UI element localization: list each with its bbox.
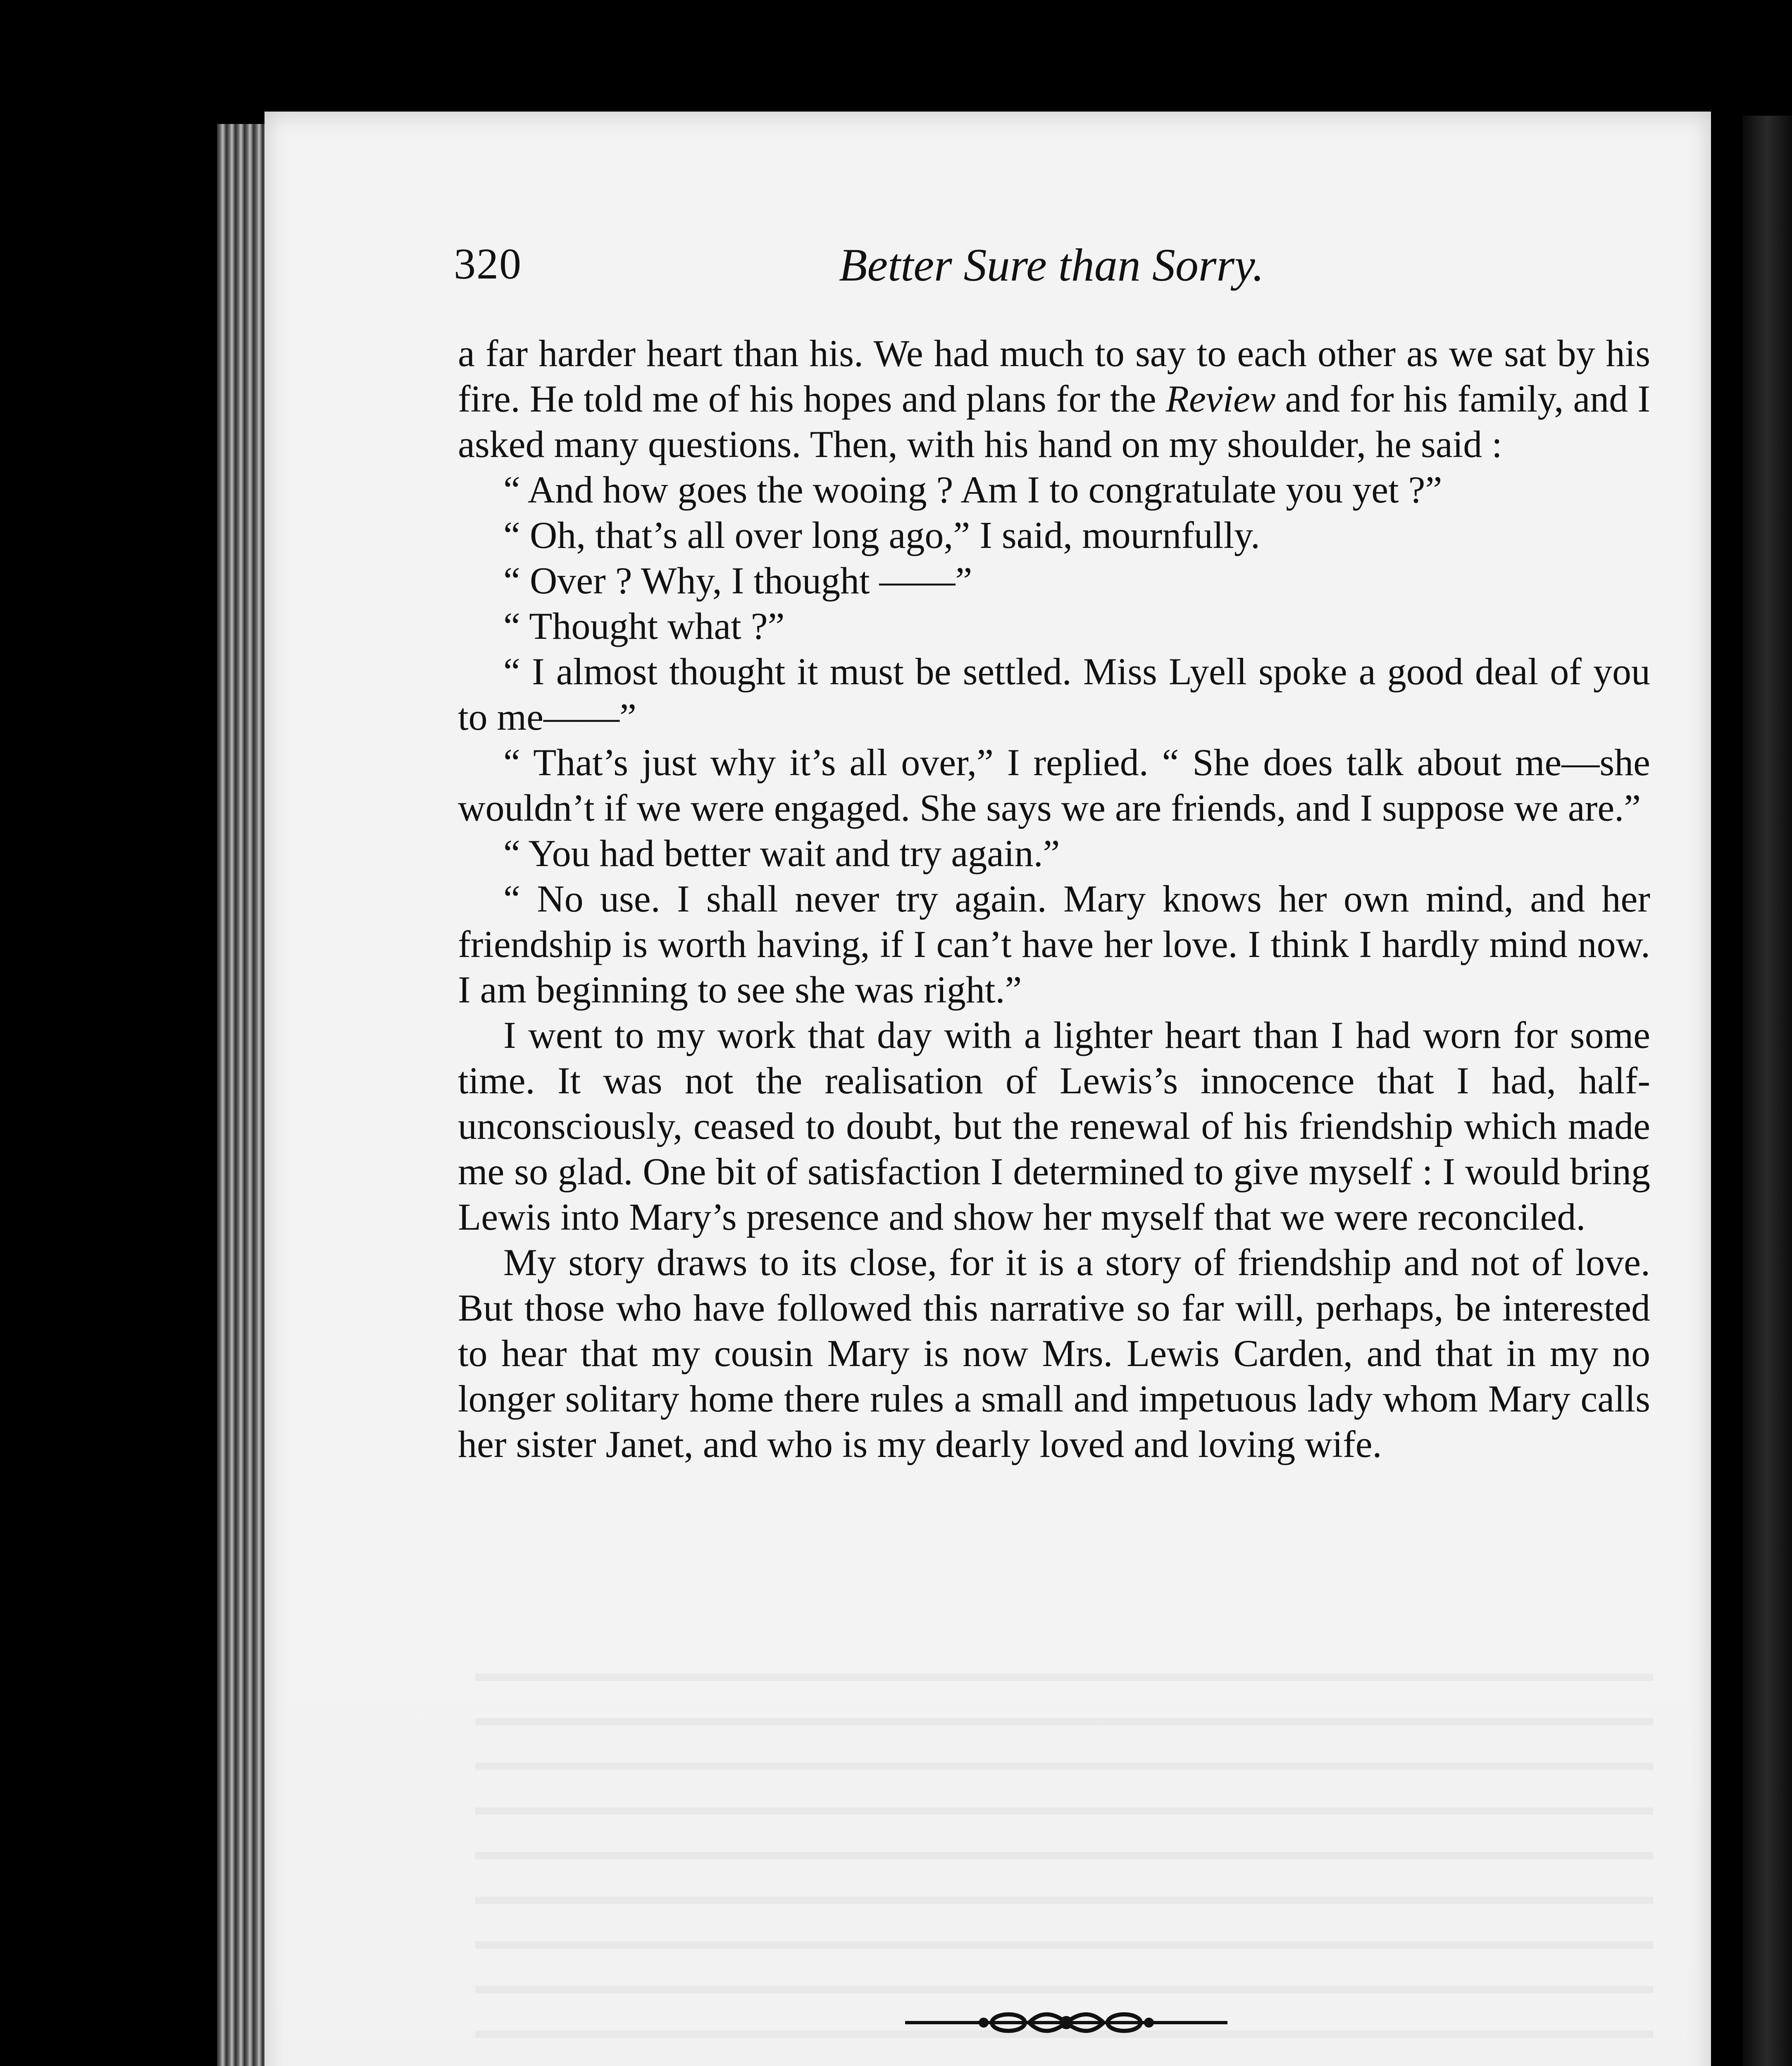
paragraph: “ Thought what ?” [503,605,785,647]
paragraph: “ And how goes the wooing ? Am I to congratulate you yet ?” [503,469,1442,511]
paragraph: My story draws to its close, for it is a story of friendship and not of love. But those who have followed this narrative so far will, perhaps, be interested to hear that my cousin Mary is now Mrs. Lewis Carden, and that in my no longer solitary home there rules a small and impetuous lady whom Mary calls her sister Janet, and who is my dearly loved and loving wife. [458,1241,1650,1465]
body-text [458,331,1650,1467]
next-page-edge [1742,116,1792,2066]
paragraph: “ You had better wait and try again.” [503,832,1060,874]
paragraph: “ I almost thought it must be settled. Miss Lyell spoke a good deal of you to me——” [458,650,1650,738]
paragraph: “ That’s just why it’s all over,” I replied. “ She does talk about me—she wouldn’t if we were engaged. She says we are friends, and I suppose we are.” [458,741,1650,829]
paragraph: I went to my work that day with a lighter heart than I had worn for some time. It was not the realisation of Lewis’s innocence that I had, half-unconsciously, ceased to doubt, but the renewal of his friendship which made me so glad. One bit of satisfaction I determined to give myself : I would bring Lewis into Mary’s presence and show her myself that we were reconciled. [458,1014,1650,1238]
paragraph: “ Over ? Why, I thought ——” [503,559,972,602]
paragraph: a far harder heart than his. We had much to say to each other as we sat by his fire. He told me of his hopes and plans for the Review and for his family, and I asked many questions. Then, with his hand on my shoulder, he said : [458,332,1651,465]
page-number: 320 [454,240,522,288]
running-head: Better Sure than Sorry. [839,240,1264,291]
book-edge-left [0,0,223,2066]
paragraph: “ Oh, that’s all over long ago,” I said, mournfully. [503,514,1261,556]
paragraph: “ No use. I shall never try again. Mary knows her own mind, and her friendship is worth having, if I can’t have her love. I think I hardly mind now. I am beginning to see she was right.” [458,878,1650,1011]
tailpiece-ornament [905,2004,1227,2041]
italic-title: Review [1165,378,1276,420]
